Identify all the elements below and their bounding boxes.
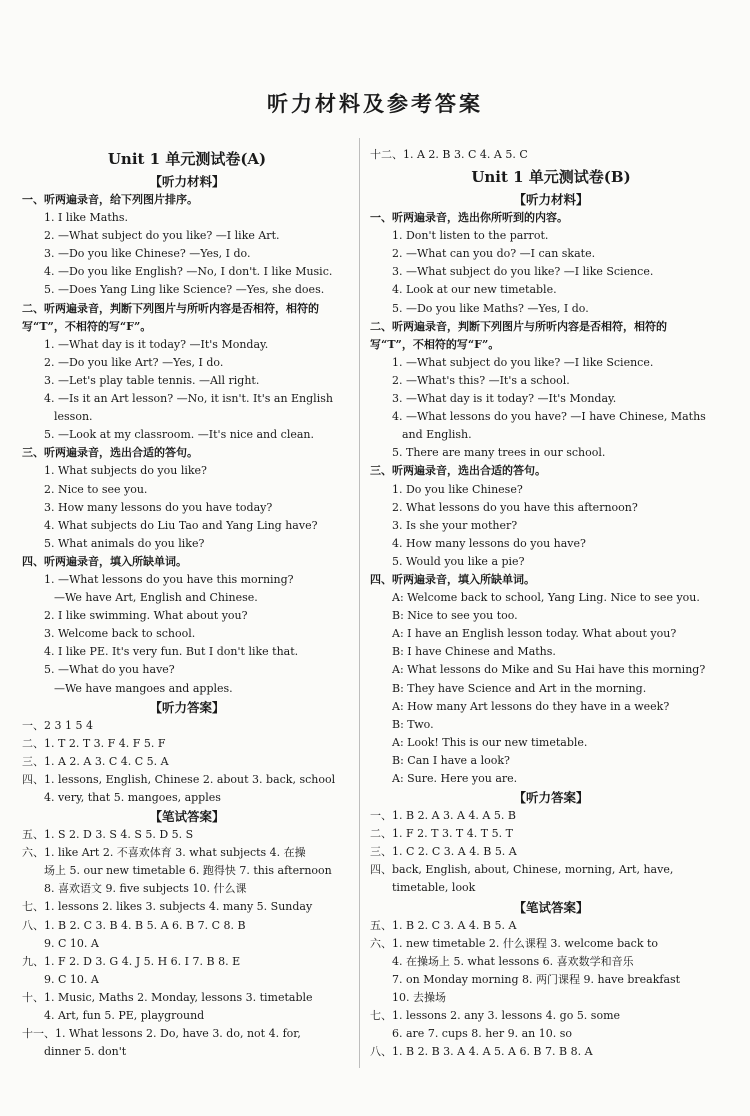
right-line-heading: 二、听两遍录音，判断下列图片与所听内容是否相符，相符的 [370,319,667,333]
left-line-section: 【笔试答案】 [149,809,225,825]
right-line-indent: 3. —What day is it today? —It's Monday. [392,392,617,406]
right-line-indent: 4. 在操场上 5. what lessons 6. 喜欢数学和音乐 [392,954,634,968]
right-line-indent: timetable, look [392,881,476,895]
left-line-indent2: lesson. [54,410,93,424]
right-line-indent: A: Sure. Here you are. [392,772,518,785]
right-line-indent: 1. Don't listen to the parrot. [392,229,549,243]
right-line-indent: 4. —What lessons do you have? —I have Chinese, Maths [392,410,706,424]
right-line-indent: B: I have Chinese and Maths. [392,645,556,659]
left-line-indent: 4. I like PE. It's very fun. But I don't like that. [44,645,299,659]
right-line-heading: 四、听两遍录音，填入所缺单词。 [370,572,535,586]
right-line-indent: 5. There are many trees in our school. [392,446,606,460]
left-line-plain: 五、1. S 2. D 3. S 4. S 5. D 5. S [22,828,194,842]
left-line-heading: 二、听两遍录音，判断下列图片与所听内容是否相符，相符的 [22,301,319,315]
right-line-plain: 六、1. new timetable 2. 什么课程 3. welcome back to [370,936,659,950]
left-line-plain: 九、1. F 2. D 3. G 4. J 5. H 6. I 7. B 8. E [22,954,241,968]
left-line-indent: 1. I like Maths. [44,211,129,225]
left-line-plain: 三、1. A 2. A 3. C 4. C 5. A [22,754,169,768]
right-line-indent: B: Two. [392,717,434,731]
left-line-indent: 2. Nice to see you. [44,482,148,496]
right-line-indent: B: Nice to see you too. [392,609,518,623]
right-line-indent: 10. 去操场 [392,990,446,1004]
left-line-section: 【听力答案】 [149,699,225,715]
left-line-heading: 三、听两遍录音，选出合适的答句。 [22,446,198,460]
right-line-title: Unit 1 单元测试卷(B) [471,168,631,187]
left-line-indent: 4. —Do you like English? —No, I don't. I like Music. [44,265,333,279]
left-line-indent: 8. 喜欢语文 9. five subjects 10. 什么课 [44,882,247,896]
left-line-plain: 六、1. like Art 2. 不喜欢体育 3. what subjects 4. 在操 [22,846,306,860]
left-line-indent: 1. —What day is it today? —It's Monday. [44,337,269,351]
right-line-plain: 二、1. F 2. T 3. T 4. T 5. T [370,827,513,841]
left-line-plain: 十、1. Music, Maths 2. Monday, lessons 3. timetable [22,990,313,1004]
right-line-indent: A: I have an English lesson today. What about you? [392,627,677,641]
left-line-plain: 十一、1. What lessons 2. Do, have 3. do, not 4. for, [22,1027,301,1041]
left-line-indent: 2. I like swimming. What about you? [44,609,248,623]
left-column [22,146,352,1061]
left-line-heading: 写“T”，不相符的写“F”。 [22,319,152,333]
left-line-indent: 3. —Let's play table tennis. —All right. [44,373,260,387]
right-line-indent: 2. What lessons do you have this afternoon? [392,500,638,514]
left-line-indent: 2. —What subject do you like? —I like Art. [44,229,280,243]
column-divider [359,138,360,1068]
left-line-plain: 二、1. T 2. T 3. F 4. F 5. F [22,736,166,750]
right-line-indent: A: Look! This is our new timetable. [392,735,588,749]
right-line-heading: 三、听两遍录音，选出合适的答句。 [370,464,546,478]
page-title: 听力材料及参考答案 [267,91,483,116]
left-line-indent: 4. Art, fun 5. PE, playground [44,1009,205,1023]
right-line-indent: 5. Would you like a pie? [392,554,525,568]
left-line-indent: 3. —Do you like Chinese? —Yes, I do. [44,247,251,261]
right-line-section: 【听力材料】 [513,192,589,208]
left-line-indent: 场上 5. our new timetable 6. 跑得快 7. this afternoon [44,864,332,878]
left-line-title: Unit 1 单元测试卷(A) [107,150,267,168]
right-line-indent: 2. —What's this? —It's a school. [392,373,570,387]
right-line-plain: 五、1. B 2. C 3. A 4. B 5. A [370,918,517,932]
left-line-plain: 七、1. lessons 2. likes 3. subjects 4. many 5. Sunday [22,900,313,914]
right-line-indent: 3. —What subject do you like? —I like Science. [392,265,654,279]
right-line-indent: B: Can I have a look? [392,753,510,767]
left-line-indent: 2. —Do you like Art? —Yes, I do. [44,355,224,369]
right-line-indent: 7. on Monday morning 8. 两门课程 9. have breakfast [392,972,681,986]
left-line-plain: 一、2 3 1 5 4 [22,718,93,732]
left-line-indent: 5. —What do you have? [44,663,175,677]
left-line-indent: 5. What animals do you like? [44,536,205,550]
left-line-indent: 3. Welcome back to school. [44,627,196,641]
left-line-indent: 4. What subjects do Liu Tao and Yang Ling have? [44,518,318,532]
right-line-plain: 七、1. lessons 2. any 3. lessons 4. go 5. some [370,1009,621,1023]
left-line-indent: 9. C 10. A [44,972,99,986]
left-line-plain: 四、1. lessons, English, Chinese 2. about 3. back, school [22,772,336,786]
right-line-indent: 3. Is she your mother? [392,518,518,532]
left-line-indent: dinner 5. don't [44,1045,127,1059]
left-line-indent2: —We have mangoes and apples. [54,681,233,695]
right-line-heading: 写“T”，不相符的写“F”。 [370,337,500,351]
left-line-indent: 3. How many lessons do you have today? [44,500,273,514]
left-line-heading: 一、听两遍录音，给下列图片排序。 [22,193,198,206]
right-line-indent: B: They have Science and Art in the morning. [392,681,647,695]
right-line-topline: 十二、1. A 2. B 3. C 4. A 5. C [370,148,528,161]
right-line-plain: 四、back, English, about, Chinese, morning, Art, have, [370,863,674,877]
right-line-indent: A: Welcome back to school, Yang Ling. Nice to see you. [392,591,700,605]
left-line-indent: 9. C 10. A [44,936,99,950]
right-line-indent: 1. —What subject do you like? —I like Science. [392,355,654,369]
right-line-plain: 一、1. B 2. A 3. A 4. A 5. B [370,809,516,823]
left-line-indent2: —We have Art, English and Chinese. [54,591,258,605]
right-line-indent: 1. Do you like Chinese? [392,482,523,496]
right-line-indent: A: How many Art lessons do they have in a week? [392,699,670,713]
left-line-heading: 四、听两遍录音，填入所缺单词。 [22,554,187,568]
right-line-indent: 4. Look at our new timetable. [392,283,557,297]
right-line-section: 【笔试答案】 [513,899,589,915]
right-line-plain: 八、1. B 2. B 3. A 4. A 5. A 6. B 7. B 8. A [370,1045,593,1059]
left-line-indent: 4. —Is it an Art lesson? —No, it isn't. It's an English [44,392,333,406]
right-line-plain: 三、1. C 2. C 3. A 4. B 5. A [370,845,517,859]
left-line-indent: 4. very, that 5. mangoes, apples [44,791,221,804]
left-line-indent: 5. —Does Yang Ling like Science? —Yes, she does. [44,283,325,297]
right-column [370,146,732,1061]
left-line-indent: 1. What subjects do you like? [44,464,207,478]
right-line-heading: 一、听两遍录音，选出你所听到的内容。 [370,211,568,225]
right-line-indent: 5. —Do you like Maths? —Yes, I do. [392,301,589,315]
right-line-indent: 6. are 7. cups 8. her 9. an 10. so [392,1027,572,1041]
right-line-indent: A: What lessons do Mike and Su Hai have this morning? [392,663,706,677]
right-line-indent2: and English. [402,428,472,442]
right-line-indent: 4. How many lessons do you have? [392,536,586,550]
right-line-indent: 2. —What can you do? —I can skate. [392,247,596,261]
left-line-indent: 5. —Look at my classroom. —It's nice and clean. [44,428,314,442]
left-line-section: 【听力材料】 [149,174,225,189]
left-line-plain: 八、1. B 2. C 3. B 4. B 5. A 6. B 7. C 8. B [22,918,246,932]
right-line-section: 【听力答案】 [513,790,589,806]
left-line-indent: 1. —What lessons do you have this morning? [44,572,294,586]
